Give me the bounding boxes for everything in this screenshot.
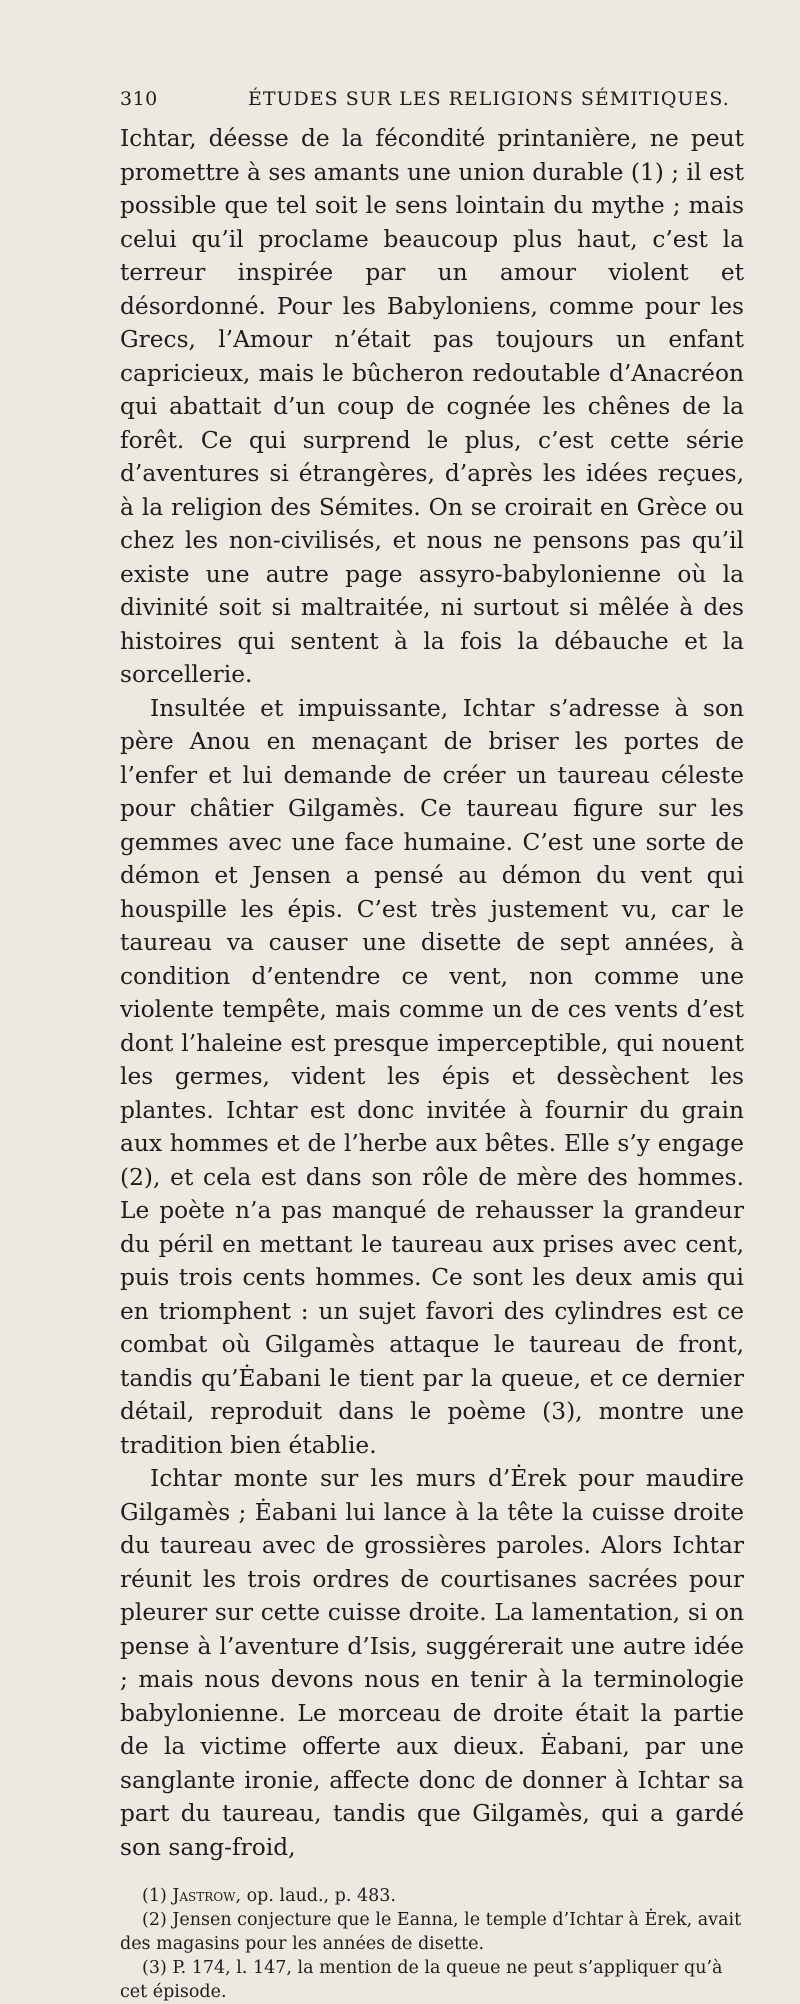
footnote-marker: (3) <box>142 1958 167 1978</box>
footnote <box>120 1908 744 1956</box>
page-number: 310 <box>120 88 158 110</box>
footnote-text: , op. laud., p. 483. <box>235 1886 396 1906</box>
footnotes <box>120 1884 744 2004</box>
footnote-author: Jastrow <box>172 1886 236 1906</box>
running-header <box>120 88 744 122</box>
footnote-text: Jensen conjecture que le Eanna, le temple d’Ichtar à Ėrek, avait des magasins pour les années de disette. <box>120 1910 742 1954</box>
footnote <box>120 1956 744 2004</box>
running-title: ÉTUDES SUR LES RELIGIONS SÉMITIQUES. <box>248 88 730 110</box>
paragraph: Ichtar monte sur les murs d’Ėrek pour maudire Gilgamès ; Ėabani lui lance à la tête la cuisse droite du taureau avec de grossières paroles. Alors Ichtar réunit les trois ordres de courtisanes sacrées pour pleurer sur cette cuisse droite. La lamentation, si on pense à l’aventure d’Isis, suggérerait une autre idée ; mais nous devons nous en tenir à la terminologie babylonienne. Le morceau de droite était la partie de la victime offerte aux dieux. Ėabani, par une sanglante ironie, affecte donc de donner à Ichtar sa part du taureau, tandis que Gilgamès, qui a gardé son sang-froid, <box>120 1465 744 1861</box>
body-text <box>120 122 744 1864</box>
footnote <box>120 1884 744 1908</box>
footnote-text: P. 174, l. 147, la mention de la queue ne peut s’appliquer qu’à cet épisode. <box>120 1958 723 2002</box>
footnote-marker: (2) <box>142 1910 167 1930</box>
paragraph: Ichtar, déesse de la fécondité printanière, ne peut promettre à ses amants une union durable (1) ; il est possible que tel soit le sens lointain du mythe ; mais celui qu’il proclame beaucoup plus haut, c’est la terreur inspirée par un amour violent et désordonné. Pour les Babyloniens, comme pour les Grecs, l’Amour n’était pas toujours un enfant capricieux, mais le bûcheron redoutable d’Anacréon qui abattait d’un coup de cognée les chênes de la forêt. Ce qui surprend le plus, c’est cette série d’aventures si étrangères, d’après les idées reçues, à la religion des Sémites. On se croirait en Grèce ou chez les non-civilisés, et nous ne pensons pas qu’il existe une autre page assyro-babylonienne où la divinité soit si maltraitée, ni surtout si mêlée à des histoires qui sentent à la fois la débauche et la sorcellerie. <box>120 125 744 688</box>
paragraph: Insultée et impuissante, Ichtar s’adresse à son père Anou en menaçant de briser les portes de l’enfer et lui demande de créer un taureau céleste pour châtier Gilgamès. Ce taureau figure sur les gemmes avec une face humaine. C’est une sorte de démon et Jensen a pensé au démon du vent qui houspille les épis. C’est très justement vu, car le taureau va causer une disette de sept années, à condition d’entendre ce vent, non comme une violente tempête, mais comme un de ces vents d’est dont l’haleine est presque imperceptible, qui nouent les germes, vident les épis et dessèchent les plantes. Ichtar est donc invitée à fournir du grain aux hommes et de l’herbe aux bêtes. Elle s’y engage (2), et cela est dans son rôle de mère des hommes. Le poète n’a pas manqué de rehausser la grandeur du péril en mettant le taureau aux prises avec cent, puis trois cents hommes. Ce sont les deux amis qui en triomphent : un sujet favori des cylindres est ce combat où Gilgamès attaque le taureau de front, tandis qu’Ėabani le tient par la queue, et ce dernier détail, reproduit dans le poème (3), montre une tradition bien établie. <box>120 694 744 1459</box>
footnote-marker: (1) <box>142 1886 167 1906</box>
